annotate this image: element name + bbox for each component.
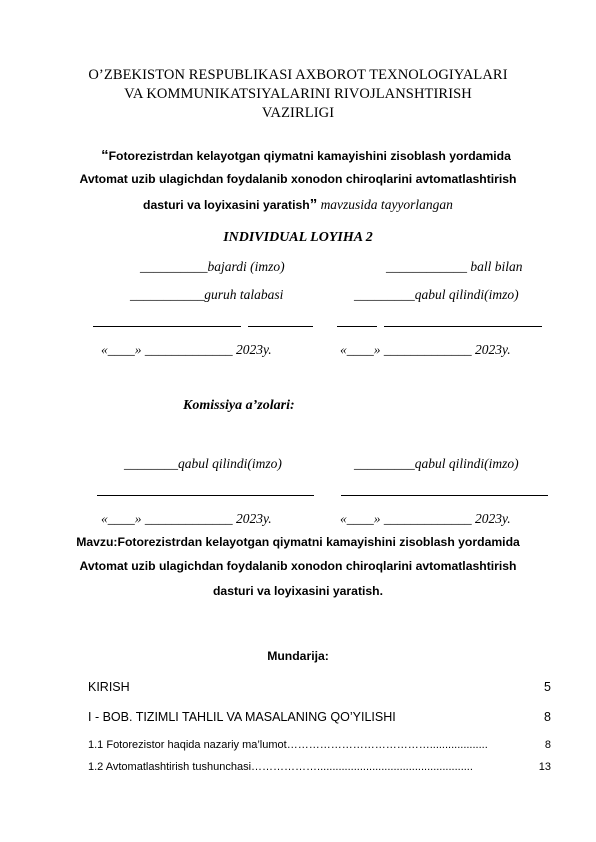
topic-text-1: Fotorezistrdan kelayotgan qiymatni kamayishini zisoblash yordamida	[108, 149, 511, 163]
open-quote: “	[101, 147, 109, 164]
topic-line-3	[0, 196, 596, 213]
signature-line	[384, 326, 542, 327]
signature-line	[341, 495, 548, 496]
date-left: «____» _____________ 2023y.	[101, 342, 272, 357]
ministry-line-3: VAZIRLIGI	[261, 105, 335, 121]
toc-entry-page: 8	[544, 739, 551, 751]
ministry-line-2: VA KOMMUNIKATSIYALARINI RIVOJLANSHTIRISH	[124, 86, 472, 102]
signature-bajardi: __________bajardi (imzo)	[140, 259, 285, 274]
toc-entry-title[interactable]: KIRISH	[88, 680, 130, 694]
commission-sign-right: _________qabul qilindi(imzo)	[354, 456, 519, 471]
topic-line-2: Avtomat uzib ulagichdan foydalanib xonodon chiroqlarini avtomatlashtirish	[79, 172, 517, 186]
mavzu-line-2: Avtomat uzib ulagichdan foydalanib xonodon chiroqlarini avtomatlashtirish	[79, 559, 517, 573]
signature-line	[248, 326, 313, 327]
topic-suffix: mavzusida tayyorlangan	[317, 197, 453, 212]
document-title: INDIVIDUAL LOYIHA 2	[223, 230, 373, 245]
toc-entry-title[interactable]: 1.2 Avtomatlashtirish tushunchasi………………...................................................	[88, 761, 473, 773]
toc-entry-title[interactable]: I - BOB. TIZIMLI TAHLIL VA MASALANING QO’YILISHI	[88, 710, 396, 724]
signature-qabul: _________qabul qilindi(imzo)	[354, 287, 519, 302]
mavzu-line-1: Mavzu:Fotorezistrdan kelayotgan qiymatni kamayishini zisoblash yordamida	[76, 535, 520, 549]
toc-entry-page: 13	[538, 761, 551, 773]
commission-date-left: «____» _____________ 2023y.	[101, 511, 272, 526]
signature-line	[97, 495, 314, 496]
toc-entry-title[interactable]: 1.1 Fotorezistor haqida nazariy ma’lumot…………………………………...................	[88, 739, 488, 751]
topic-line-1	[8, 147, 596, 164]
toc-entry-page: 5	[544, 680, 551, 694]
topic-text-3: dasturi va loyixasini yaratish	[143, 198, 310, 212]
signature-ball: ____________ ball bilan	[386, 259, 523, 274]
commission-label: Komissiya a’zolari:	[183, 398, 295, 413]
signature-line	[93, 326, 241, 327]
signature-guruh: ___________guruh talabasi	[130, 287, 284, 302]
commission-sign-left: ________qabul qilindi(imzo)	[124, 456, 282, 471]
mavzu-line-3: dasturi va loyixasini yaratish.	[212, 584, 384, 598]
toc-entry-page: 8	[544, 710, 551, 724]
date-right: «____» _____________ 2023y.	[340, 342, 511, 357]
commission-date-right: «____» _____________ 2023y.	[340, 511, 511, 526]
contents-heading: Mundarija:	[267, 649, 329, 663]
signature-line	[337, 326, 377, 327]
ministry-line-1: O’ZBEKISTON RESPUBLIKASI AXBOROT TEXNOLOGIYALARI	[88, 67, 508, 83]
close-quote: ”	[309, 196, 318, 213]
